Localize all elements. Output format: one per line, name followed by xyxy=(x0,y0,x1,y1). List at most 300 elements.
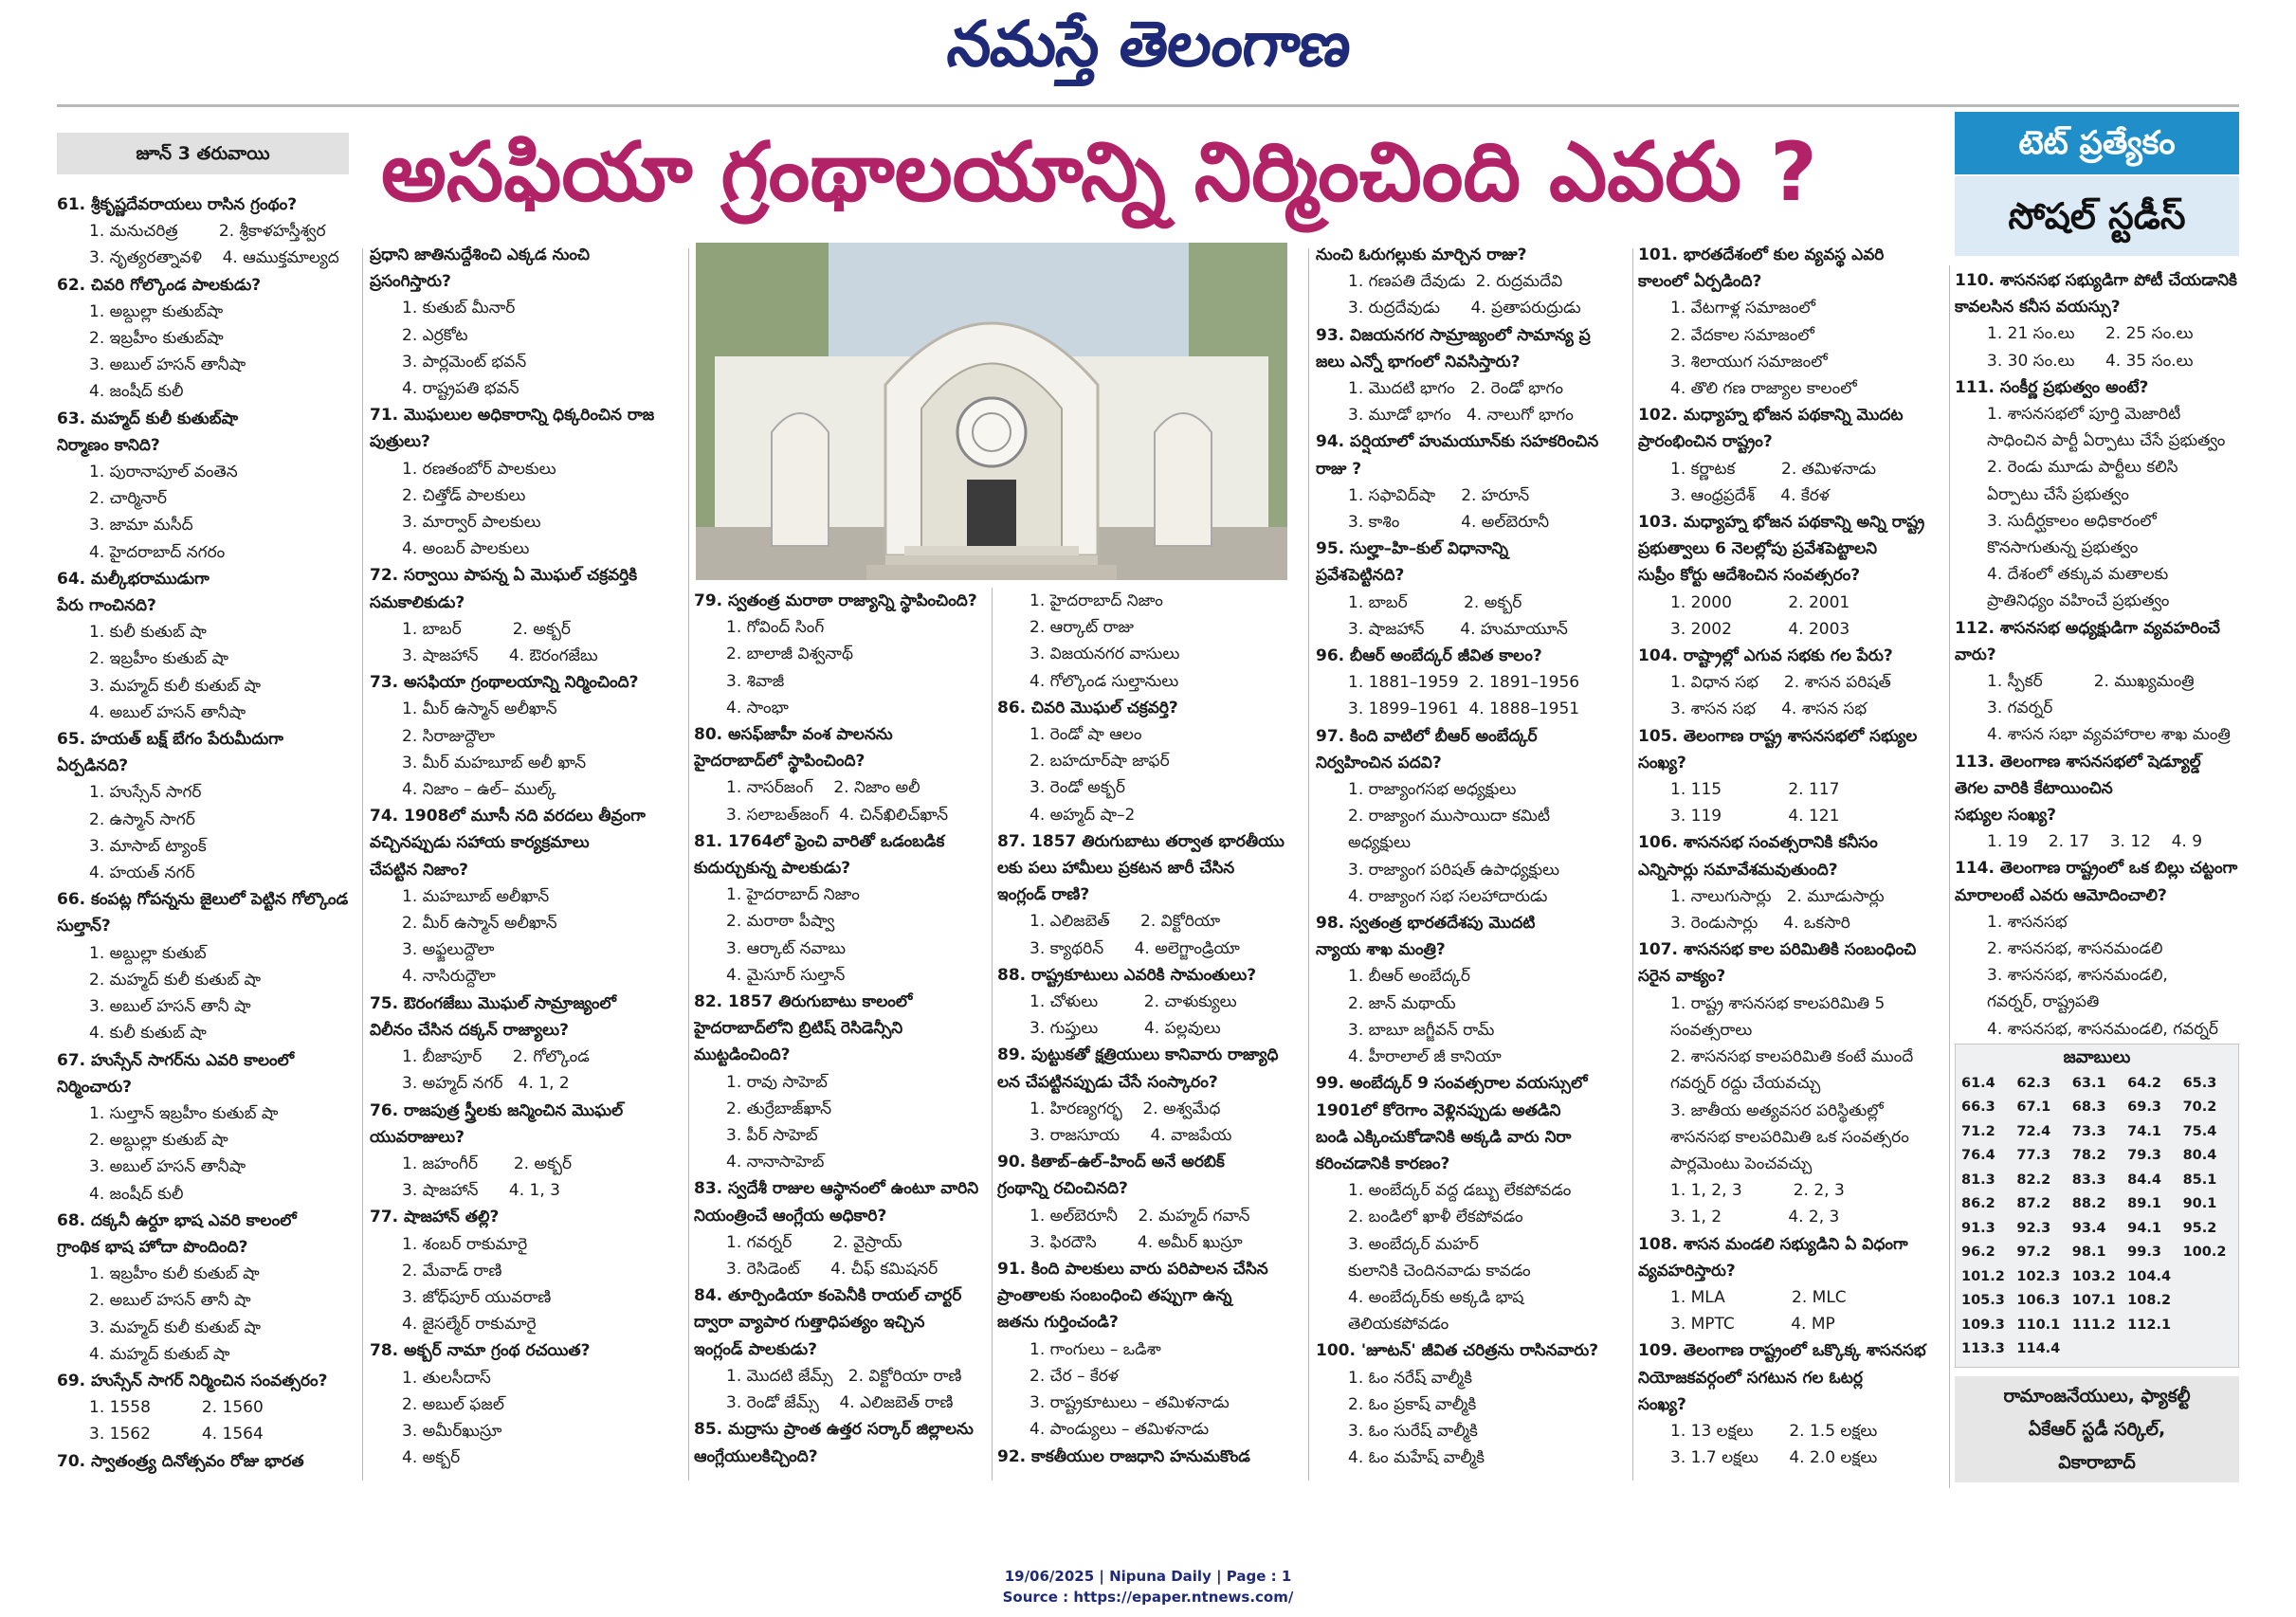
question-column-6 xyxy=(1638,242,1947,1493)
newspaper-logo: నమస్తే తెలంగాణ xyxy=(943,8,1355,81)
option-text: 1. 1881–1959 2. 1891–1956 xyxy=(1348,673,1580,693)
question-column-2 xyxy=(370,242,686,1493)
option-text: 4. హీరాలాల్ జీ కానియా xyxy=(1348,1047,1502,1067)
option-text: 3. రాజ్యాంగ పరిషత్ ఉపాధ్యక్షులు xyxy=(1348,860,1560,880)
option-text: 2. ఆర్కాట్ రాజు xyxy=(1030,618,1134,638)
option-text: 1. గవర్నర్ 2. వైస్రాయ్ xyxy=(726,1232,902,1252)
option-text: 1. రాష్ట్ర శాసనసభ కాలపరిమితి 5 xyxy=(1670,993,1886,1013)
option-text: 3. సుదీర్ఘకాలం అధికారంలో xyxy=(1987,511,2157,531)
option-text: 1. మొదటి జేమ్స్ 2. విక్టోరియా రాణి xyxy=(726,1366,962,1386)
option-text: 1. శాసనసభలో పూర్తి మెజారిటీ xyxy=(1987,405,2181,425)
option-text: 3. మహ్మద్ కులీ కుతుబ్ షా xyxy=(89,1317,262,1337)
question-text: 112. శాసనసభ అధ్యక్షుడిగా వ్యవహరించే xyxy=(1955,618,2220,638)
option-text: 3. శాసనసభ, శాసనమండలి, xyxy=(1987,966,2168,986)
option-text: 4. ఓం మహేష్ వాల్మీకి xyxy=(1348,1448,1485,1468)
question-text: ప్రవేశపెట్టినది? xyxy=(1316,566,1405,586)
question-text: ఇంగ్లండ్ రాణి? xyxy=(997,885,1090,905)
option-text: 1. హైదరాబాద్ నిజాం xyxy=(1030,591,1163,610)
option-text: 2. మీర్ ఉస్మాన్ అలీఖాన్ xyxy=(402,914,557,934)
option-text: 3. 119 4. 121 xyxy=(1670,807,1840,827)
option-text: 1. బాబర్ 2. అక్బర్ xyxy=(1348,592,1522,612)
answer-cell: 67.1 xyxy=(2016,1099,2051,1116)
option-text: 2. ఉస్మాన్ సాగర్ xyxy=(89,809,195,829)
question-text: నిర్మించారు? xyxy=(57,1077,132,1097)
answer-cell: 103.2 xyxy=(2071,1268,2116,1284)
answer-cell: 83.3 xyxy=(2071,1172,2106,1188)
option-text: 3. నృత్యరత్నావళి 4. ఆముక్తమాల్యద xyxy=(89,248,339,268)
question-text: 101. భారతదేశంలో కుల వ్యవస్థ ఎవరి xyxy=(1638,245,1885,264)
question-text: 102. మధ్యాహ్న భోజన పథకాన్ని మొదట xyxy=(1638,406,1904,426)
option-text: సంవత్సరాలు xyxy=(1670,1020,1753,1040)
option-text: 3. రెండో జేమ్స్ 4. ఎలిజబెత్ రాణి xyxy=(726,1393,954,1413)
answer-cell: 114.4 xyxy=(2016,1341,2061,1357)
question-text: నిర్వహించిన పదవి? xyxy=(1316,753,1442,772)
option-text: అధ్యక్షులు xyxy=(1348,833,1411,853)
answer-cell: 108.2 xyxy=(2127,1293,2172,1309)
option-text: గవర్నర్, రాష్ట్రపతి xyxy=(1987,992,2100,1012)
option-text: 2. బహదూర్‌షా జాఫర్ xyxy=(1030,752,1170,772)
answer-cell xyxy=(2181,1289,2236,1314)
option-text: 1. మీర్ ఉస్మాన్ అలీఖాన్ xyxy=(402,699,557,719)
question-text: 95. సుల్హా–హి–కుల్ విధానాన్ని xyxy=(1316,539,1509,559)
option-text: 4. రాజ్యాంగ సభ సలహాదారుడు xyxy=(1348,886,1548,906)
question-text: యువరాజులు? xyxy=(370,1127,465,1147)
option-text: 1. ఇబ్రహీం కులీ కుతుబ్ షా xyxy=(89,1264,260,1284)
question-text: 62. చివరి గోల్కొండ పాలకుడు? xyxy=(57,275,262,295)
question-text: కుదుర్చుకున్న పాలకుడు? xyxy=(694,859,851,879)
option-text: 1. కుతుబ్ మీనార్ xyxy=(402,299,516,318)
option-text: 1. ఎలిజబెత్ 2. విక్టోరియా xyxy=(1030,912,1221,932)
question-text: 70. స్వాతంత్ర్య దినోత్సవం రోజు భారత xyxy=(57,1451,304,1471)
question-text: చేపట్టిన నిజాం? xyxy=(370,860,468,880)
question-text: న్యాయ శాఖ మంత్రి? xyxy=(1316,940,1446,960)
question-text: 82. 1857 తిరుగుబాటు కాలంలో xyxy=(694,992,913,1012)
question-text: తెగల వారికి కేటాయించిన xyxy=(1955,778,2113,798)
continuation-tag: జూన్ 3 తరువాయి xyxy=(57,133,349,174)
option-text: పార్లమెంటు పెంచవచ్చు xyxy=(1670,1154,1813,1173)
option-text: 3. ఫిరదౌసి 4. అమీర్ ఖుస్రూ xyxy=(1030,1232,1243,1252)
answer-cell: 69.3 xyxy=(2127,1099,2161,1116)
question-text: 104. రాష్ట్రాల్లో ఎగువ సభకు గల పేరు? xyxy=(1638,646,1893,666)
question-text: నుంచి ఓరుగల్లుకు మార్చిన రాజు? xyxy=(1316,245,1527,264)
option-text: 4. జైసల్మేర్ రాకుమారై xyxy=(402,1315,537,1335)
option-text: 1. సుల్తాన్ ఇబ్రహీం కుతుబ్ షా xyxy=(89,1103,279,1123)
option-text: 1. కర్ణాటక 2. తమిళనాడు xyxy=(1670,459,1876,479)
answer-row xyxy=(1959,1264,2236,1289)
option-text: 1. స్పీకర్ 2. ముఖ్యమంత్రి xyxy=(1987,672,2195,692)
question-text: 114. తెలంగాణ రాష్ట్రంలో ఒక బిల్లు చట్టంగా xyxy=(1955,859,2238,879)
footer-date-page: 19/06/2025 | Nipuna Daily | Page : 1 xyxy=(1004,1568,1292,1585)
question-text: ప్రసంగిస్తారు? xyxy=(370,272,451,292)
question-text: 97. కింది వాటిలో బీఆర్ అంబేద్కర్ xyxy=(1316,726,1538,746)
option-text: 3. ఆర్కాట్ నవాబు xyxy=(726,938,846,958)
option-text: 3. గవర్నర్ xyxy=(1987,699,2053,718)
option-text: 1. రణతంబోర్ పాలకులు xyxy=(402,459,556,479)
answer-cell: 100.2 xyxy=(2182,1245,2227,1261)
column-divider xyxy=(1308,248,1309,1481)
answer-cell: 73.3 xyxy=(2071,1123,2106,1139)
answer-cell xyxy=(2181,1337,2236,1362)
question-column-1 xyxy=(57,191,358,1494)
question-text: సుప్రీం కోర్టు ఆదేశించిన సంవత్సరం? xyxy=(1638,566,1861,586)
question-text: సమకాలికుడు? xyxy=(370,592,465,612)
option-text: 1. 19 2. 17 3. 12 4. 9 xyxy=(1987,832,2203,852)
answer-cell: 104.4 xyxy=(2127,1268,2172,1284)
question-text: 64. మల్కీభరాముడుగా xyxy=(57,569,210,589)
question-text: 96. బీఆర్ అంబేద్కర్ జీవిత కాలం? xyxy=(1316,646,1542,666)
question-text: హైదరాబాద్‌లోని బ్రిటిష్ రెసిడెన్సీని xyxy=(694,1019,903,1039)
option-text: 3. అబుల్ హసన్ తానీషా xyxy=(89,1157,246,1177)
answer-cell: 90.1 xyxy=(2182,1196,2217,1212)
option-text: 3. మహ్మద్ కులీ కుతుబ్ షా xyxy=(89,676,262,696)
option-text: 4. అబుల్ హసన్ తానీషా xyxy=(89,702,246,722)
answer-cell: 96.2 xyxy=(1961,1245,1995,1261)
answer-cell: 61.4 xyxy=(1961,1075,1995,1091)
column-divider xyxy=(1949,265,1950,1488)
option-text: 3. ఆంధ్రప్రదేశ్ 4. కేరళ xyxy=(1670,485,1830,505)
option-text: శాసనసభ కాలపరిమితి ఒక సంవత్సరం xyxy=(1670,1127,1909,1147)
option-text: 1. మొదటి భాగం 2. రెండో భాగం xyxy=(1348,379,1564,399)
answer-cell: 66.3 xyxy=(1961,1099,1995,1116)
option-text: 2. రెండు మూడు పార్టీలు కలిసి xyxy=(1987,458,2178,478)
option-text: 1. చోళులు 2. చాళుక్యులు xyxy=(1030,992,1237,1012)
answer-cell: 89.1 xyxy=(2127,1196,2161,1212)
question-text: 75. ఔరంగజేబు మొఘల్ సామ్రాజ్యంలో xyxy=(370,993,616,1013)
option-text: 4. అంబర్ పాలకులు xyxy=(402,539,530,559)
question-text: 105. తెలంగాణ రాష్ట్ర శాసనసభలో సభ్యుల xyxy=(1638,726,1918,746)
question-text: 66. కంపట్ల గోపన్నను జైలులో పెట్టిన గోల్కొండ xyxy=(57,890,349,910)
question-text: 90. కితాబ్–ఉల్–హింద్ అనే అరబిక్ xyxy=(997,1153,1225,1172)
option-text: 2. వేదకాల సమాజంలో xyxy=(1670,325,1814,345)
option-text: 3. 1562 4. 1564 xyxy=(89,1425,264,1444)
option-text: 3. గుప్తులు 4. పల్లవులు xyxy=(1030,1019,1221,1039)
option-text: 3. సలాబత్‌జంగ్ 4. చిన్‌ఖిలిచ్‌ఖాన్ xyxy=(726,805,949,825)
question-text: 87. 1857 తిరుగుబాటు తర్వాత భారతీయు xyxy=(997,831,1285,851)
answer-cell: 82.2 xyxy=(2016,1172,2051,1188)
answer-cell: 95.2 xyxy=(2182,1220,2217,1236)
answer-cell: 98.1 xyxy=(2071,1245,2106,1261)
building-illustration xyxy=(696,243,1287,580)
question-text: 80. అసఫ్‌జాహీ వంశ పాలనను xyxy=(694,725,893,745)
option-text: 3. షాజహాన్ 4. హుమాయూన్ xyxy=(1348,619,1568,639)
option-text: 4. నానాసాహెబ్ xyxy=(726,1153,825,1172)
option-text: 1. 2000 2. 2001 xyxy=(1670,592,1850,612)
answer-cell: 94.1 xyxy=(2127,1220,2161,1236)
option-text: 1. గణపతి దేవుడు 2. రుద్రమదేవి xyxy=(1348,272,1563,292)
option-text: తెలియకపోవడం xyxy=(1348,1315,1449,1335)
option-text: 3. అహ్మద్ నగర్ 4. 1, 2 xyxy=(402,1074,570,1094)
option-text: ఏర్పాటు చేసే ప్రభుత్వం xyxy=(1987,484,2129,504)
question-text: కరించడానికి కారణం? xyxy=(1316,1154,1450,1173)
answer-cell: 91.3 xyxy=(1961,1220,1995,1236)
answer-row xyxy=(1959,1144,2236,1169)
option-text: 1. అల్‌బెరూనీ 2. మహ్మద్ గవాన్ xyxy=(1030,1206,1250,1226)
question-text: ఇంగ్లండ్ పాలకుడు? xyxy=(694,1339,818,1359)
question-text: సంఖ్య? xyxy=(1638,1394,1686,1414)
option-text: 3. మాసాబ్ ట్యాంక్ xyxy=(89,836,207,856)
question-text: 103. మధ్యాహ్న భోజన పథకాన్ని అన్ని రాష్ట్ర xyxy=(1638,513,1925,533)
question-text: 69. హుస్సేన్ సాగర్ నిర్మించిన సంవత్సరం? xyxy=(57,1371,328,1390)
answer-row xyxy=(1959,1192,2236,1217)
option-text: 3. ఓం సురేష్ వాల్మీకి xyxy=(1348,1421,1478,1441)
subject-badge: సోషల్ స్టడీస్ xyxy=(1955,176,2239,256)
option-text: 2. మహ్మద్ కులీ కుతుబ్ షా xyxy=(89,970,262,990)
answer-key-title: జవాబులు xyxy=(2063,1047,2131,1067)
option-text: 3. మూడో భాగం 4. నాలుగో భాగం xyxy=(1348,406,1574,426)
option-text: 3. 2002 4. 2003 xyxy=(1670,619,1850,639)
option-text: 3. జాతీయ అత్యవసర పరిస్థితుల్లో xyxy=(1670,1100,1884,1120)
answer-cell: 97.2 xyxy=(2016,1245,2051,1261)
footer-source: Source : https://epaper.ntnews.com/ xyxy=(1002,1589,1294,1606)
question-text: రాజు ? xyxy=(1316,459,1362,479)
option-text: 2. ఇబ్రహీం కుతుబ్‌షా xyxy=(89,329,224,349)
answer-row xyxy=(1959,1216,2236,1241)
answer-cell: 72.4 xyxy=(2016,1123,2051,1139)
option-text: 1. రావు సాహెబ్ xyxy=(726,1072,828,1092)
option-text: 4. గోల్కొండ సుల్తానులు xyxy=(1030,671,1179,691)
answer-row xyxy=(1959,1168,2236,1192)
question-text: ఆంగ్లేయులకిచ్చింది? xyxy=(694,1446,818,1466)
option-text: 1. శాసనసభ xyxy=(1987,912,2068,932)
option-text: 3. కాశిం 4. అల్‌బెరూనీ xyxy=(1348,513,1550,533)
option-text: 4. హయత్ నగర్ xyxy=(89,863,195,883)
option-text: కొనసాగుతున్న ప్రభుత్వం xyxy=(1987,538,2139,558)
option-text: 3. 1, 2 4. 2, 3 xyxy=(1670,1208,1840,1227)
option-text: 1. బీఆర్ అంబేద్కర్ xyxy=(1348,967,1470,987)
question-text: ప్రధాని జాతినుద్దేశించి ఎక్కడ నుంచి xyxy=(370,245,591,264)
option-text: 1. బీజాపూర్ 2. గోల్కొండ xyxy=(402,1047,590,1067)
question-column-3 xyxy=(694,588,990,1494)
question-text: 110. శాసనసభ సభ్యుడిగా పోటీ చేయడానికి xyxy=(1955,271,2237,290)
question-text: మారాలంటే ఎవరు ఆమోదించాలి? xyxy=(1955,885,2167,905)
question-text: 61. శ్రీకృష్ణదేవరాయలు రాసిన గ్రంథం? xyxy=(57,195,298,214)
answer-cell: 76.4 xyxy=(1961,1148,1995,1164)
question-text: ఏర్పడినది? xyxy=(57,756,129,776)
answer-cell: 80.4 xyxy=(2182,1148,2217,1164)
question-text: 106. శాసనసభ సంవత్సరానికి కనీసం xyxy=(1638,833,1878,853)
answer-cell: 62.3 xyxy=(2016,1075,2051,1091)
option-text: 4. హైదరాబాద్ నగరం xyxy=(89,542,226,562)
option-text: 4. సాంభా xyxy=(726,698,789,718)
option-text: 1. 1558 2. 1560 xyxy=(89,1398,264,1418)
option-text: 3. 1899–1961 4. 1888–1951 xyxy=(1348,699,1580,719)
option-text: 3. 30 సం.లు 4. 35 సం.లు xyxy=(1987,351,2194,371)
answer-cell: 81.3 xyxy=(1961,1172,1995,1188)
option-text: 2. శాసనసభ కాలపరిమితి కంటే ముందే xyxy=(1670,1047,1914,1067)
question-text: 86. చివరి మొఘల్ చక్రవర్తి? xyxy=(997,698,1178,718)
option-text: 2. శాసనసభ, శాసనమండలి xyxy=(1987,939,2163,959)
column-divider xyxy=(688,248,689,1481)
answer-cell: 107.1 xyxy=(2071,1293,2116,1309)
option-text: 2. జాన్ మథాయ్ xyxy=(1348,993,1456,1013)
answer-cell: 93.4 xyxy=(2071,1220,2106,1236)
option-text: 2. రాజ్యాంగ ముసాయిదా కమిటీ xyxy=(1348,807,1551,827)
option-text: 2. అబ్దుల్లా కుతుబ్ షా xyxy=(89,1131,228,1151)
answer-cell: 78.2 xyxy=(2071,1148,2106,1164)
option-text: 1. వేటగాళ్ల సమాజంలో xyxy=(1670,299,1815,318)
answer-cell: 74.1 xyxy=(2127,1123,2161,1139)
answer-row xyxy=(1959,1289,2236,1314)
question-text: 94. పర్షియాలో హుమయూన్‌కు సహకరించిన xyxy=(1316,432,1599,452)
answer-key-table xyxy=(1959,1071,2236,1361)
option-text: 4. అహ్మద్ షా–2 xyxy=(1030,805,1136,825)
answer-cell: 99.3 xyxy=(2127,1245,2161,1261)
answer-cell: 71.2 xyxy=(1961,1123,1995,1139)
option-text: 1. నాలుగుసార్లు 2. మూడుసార్లు xyxy=(1670,886,1885,906)
question-column-5 xyxy=(1316,242,1632,1493)
option-text: 4. నాసిరుద్దౌలా xyxy=(402,967,496,987)
answer-cell: 70.2 xyxy=(2182,1099,2217,1116)
question-text: 78. అక్బర్ నామా గ్రంథ రచయిత? xyxy=(370,1341,591,1361)
question-text: జలు ఎన్నో భాగంలో నివసిస్తారు? xyxy=(1316,352,1521,372)
option-text: 4. శాసన సభా వ్యవహారాల శాఖ మంత్రి xyxy=(1987,725,2231,745)
author-name: రామాంజనేయులు, ఫ్యాకల్టీ xyxy=(2003,1386,2191,1407)
question-text: విలీనం చేసిన దక్కన్ రాజ్యాలు? xyxy=(370,1020,569,1040)
option-text: 4. శాసనసభ, శాసనమండలి, గవర్నర్ xyxy=(1987,1019,2218,1039)
question-text: 81. 1764లో ఫ్రెంచి వారితో ఒడంబడిక xyxy=(694,831,945,851)
answer-cell: 105.3 xyxy=(1961,1293,2005,1309)
option-text: 1. మనుచరిత్ర 2. శ్రీకాళహస్తీశ్వర xyxy=(89,222,326,242)
question-text: 99. అంబేద్కర్ 9 సంవత్సరాల వయస్సులో xyxy=(1316,1074,1588,1094)
option-text: 1. హుస్సేన్ సాగర్ xyxy=(89,783,202,803)
answer-row xyxy=(1959,1337,2236,1362)
question-text: 84. తూర్పిండియా కంపెనీకి రాయల్ చార్టర్ xyxy=(694,1286,962,1306)
question-column-4 xyxy=(997,588,1299,1494)
question-text: పేరు గాంచినది? xyxy=(57,596,156,616)
option-text: 3. రాజసూయ 4. వాజపేయ xyxy=(1030,1126,1232,1146)
option-text: 1. విధాన సభ 2. శాసన పరిషత్ xyxy=(1670,673,1891,693)
option-text: 3. రెండుసార్లు 4. ఒకసారి xyxy=(1670,914,1850,934)
answer-cell: 79.3 xyxy=(2127,1148,2161,1164)
question-text: హైదరాబాద్‌లో స్థాపించింది? xyxy=(694,752,866,772)
answer-cell: 113.3 xyxy=(1961,1341,2005,1357)
question-text: 72. సర్వాయి పాపన్న ఏ మొఘల్ చక్రవర్తికి xyxy=(370,566,638,586)
option-text: 1. అబ్దుల్లా కుతుబ్‌షా xyxy=(89,301,224,321)
answer-cell: 106.3 xyxy=(2016,1293,2061,1309)
question-text: 85. మద్రాసు ప్రాంత ఉత్తర సర్కార్ జిల్లాలను xyxy=(694,1420,974,1440)
option-text: 1. MLA 2. MLC xyxy=(1670,1287,1847,1307)
option-text: 2. ఓం ప్రకాష్ వాల్మీకి xyxy=(1348,1394,1477,1414)
option-text: 3. రాష్ట్రకూటులు – తమిళనాడు xyxy=(1030,1393,1230,1413)
option-text: 4. మైసూర్ సుల్తాన్ xyxy=(726,965,846,985)
question-text: ప్రాంతాలకు సంబంధించి తప్పుగా ఉన్న xyxy=(997,1286,1232,1306)
question-text: 98. స్వతంత్ర భారతదేశపు మొదటి xyxy=(1316,914,1536,934)
question-text: ఎన్నిసార్లు సమావేశమవుతుంది? xyxy=(1638,860,1838,880)
question-text: లకు పలు హామీలు ప్రకటన జారీ చేసిన xyxy=(997,859,1235,879)
answer-cell: 111.2 xyxy=(2071,1317,2116,1333)
answer-row xyxy=(1959,1313,2236,1337)
option-text: 4. కులీ కుతుబ్ షా xyxy=(89,1024,207,1044)
answer-cell: 65.3 xyxy=(2182,1075,2217,1091)
question-text: 109. తెలంగాణ రాష్ట్రంలో ఒక్కొక్క శాసనసభ xyxy=(1638,1341,1926,1361)
answer-row xyxy=(1959,1119,2236,1144)
option-text: 2. మరాఠా పీష్వా xyxy=(726,912,835,932)
option-text: 1. సఫావిద్‌షా 2. హరూన్ xyxy=(1348,485,1530,505)
option-text: 1. అంబేద్కర్ వద్ద డబ్బు లేకపోవడం xyxy=(1348,1181,1572,1201)
option-text: 1. రాజ్యాంగసభ అధ్యక్షులు xyxy=(1348,780,1517,800)
option-text: 3. శిలాయుగ సమాజంలో xyxy=(1670,352,1828,372)
answer-cell: 92.3 xyxy=(2016,1220,2051,1236)
answer-cell: 63.1 xyxy=(2071,1075,2106,1091)
option-text: 3. శివాజీ xyxy=(726,671,785,691)
question-column-7 xyxy=(1955,267,2239,1041)
option-text: 2. తుర్రేబాజ్‌ఖాన్ xyxy=(726,1099,832,1118)
question-text: 76. రాజపుత్ర స్త్రీలకు జన్మించిన మొఘల్ xyxy=(370,1100,624,1120)
question-text: 107. శాసనసభ కాల పరిమితికి సంబంధించి xyxy=(1638,940,1917,960)
question-text: పుత్రులు? xyxy=(370,432,430,452)
answer-cell: 75.4 xyxy=(2182,1123,2217,1139)
question-text: 93. విజయనగర సామ్రాజ్యంలో సామాన్య ప్ర xyxy=(1316,325,1591,345)
question-text: ద్వారా వ్యాపార గుత్తాధిపత్యం ఇచ్చిన xyxy=(694,1313,925,1333)
answer-cell: 84.4 xyxy=(2127,1172,2161,1188)
question-text: 71. మొఘలుల అధికారాన్ని ధిక్కరించిన రాజ xyxy=(370,406,655,426)
option-text: 2. బాలాజీ విశ్వనాథ్ xyxy=(726,645,853,664)
option-text: 1. హిరణ్యగర్భ 2. అశ్వమేధ xyxy=(1030,1099,1221,1118)
option-text: 1. బాబర్ 2. అక్బర్ xyxy=(402,619,571,639)
option-text: 1. గాంగులు – ఒడిశా xyxy=(1030,1339,1161,1359)
option-text: గవర్నర్ రద్దు చేయవచ్చు xyxy=(1670,1074,1821,1094)
question-text: బండి ఎక్కించుకోడానికి అక్కడి వారు నిరా xyxy=(1316,1127,1572,1147)
answer-cell: 88.2 xyxy=(2071,1196,2106,1212)
question-text: సభ్యుల సంఖ్య? xyxy=(1955,806,2056,826)
answer-key xyxy=(1955,1044,2239,1368)
option-text: 4. నిజాం – ఉల్– ముల్క్ xyxy=(402,780,556,800)
option-text: 2. చేర – కేరళ xyxy=(1030,1366,1119,1386)
option-text: 3. అంబేద్కర్ మహర్ xyxy=(1348,1234,1479,1254)
masthead-divider xyxy=(57,104,2239,107)
column-divider xyxy=(1632,248,1633,1481)
option-text: 3. జామా మసీద్ xyxy=(89,516,193,536)
question-text: వచ్చినప్పుడు సహాయ కార్యక్రమాలు xyxy=(370,833,590,853)
answer-row xyxy=(1959,1071,2236,1096)
question-text: 74. 1908లో మూసీ నది వరదలు తీవ్రంగా xyxy=(370,807,646,827)
question-text: 83. స్వదేశీ రాజుల ఆస్థానంలో ఉంటూ వారిని xyxy=(694,1179,979,1199)
option-text: 3. శాసన సభ 4. శాసన సభ xyxy=(1670,699,1868,719)
answer-cell xyxy=(2125,1337,2180,1362)
question-text: 111. సంకీర్ణ ప్రభుత్వం అంటే? xyxy=(1955,377,2149,397)
option-text: 2. మేవాడ్ రాణి xyxy=(402,1261,502,1281)
question-text: వ్యవహరిస్తారు? xyxy=(1638,1261,1736,1281)
option-text: 4. దేశంలో తక్కువ మతాలకు xyxy=(1987,565,2169,585)
question-text: గ్రంథాన్ని రచించినది? xyxy=(997,1179,1128,1199)
option-text: 3. పార్లమెంట్ భవన్ xyxy=(402,352,527,372)
answer-cell: 87.2 xyxy=(2016,1196,2051,1212)
option-text: 3. జోధ్‌పూర్ యువరాణి xyxy=(402,1287,552,1307)
option-text: 2. అబుల్ హసన్ తానీ షా xyxy=(89,1291,251,1311)
answer-cell: 77.3 xyxy=(2016,1148,2051,1164)
answer-cell: 86.2 xyxy=(1961,1196,1995,1212)
option-text: 3. బాబూ జగ్జీవన్ రామ్ xyxy=(1348,1020,1495,1040)
question-text: 73. అసఫియా గ్రంథాలయాన్ని నిర్మించింది? xyxy=(370,673,639,693)
question-text: 65. హయత్ బక్ష్ బేగం పేరుమీదుగా xyxy=(57,730,283,750)
masthead xyxy=(0,8,2296,93)
special-edition-badge: టెట్ ప్రత్యేకం xyxy=(1955,112,2239,174)
option-text: 4. మహ్మద్ కుతుబ్ షా xyxy=(89,1344,230,1364)
question-text: నియోజకవర్గంలో సగటున గల ఓటర్ల xyxy=(1638,1368,1863,1388)
question-text: 77. షాజహాన్ తల్లి? xyxy=(370,1208,500,1227)
option-text: 4. పాండ్యులు – తమిళనాడు xyxy=(1030,1420,1210,1440)
option-text: 3. విజయనగర వాసులు xyxy=(1030,645,1180,664)
option-text: 1. 13 లక్షలు 2. 1.5 లక్షలు xyxy=(1670,1421,1878,1441)
option-text: 2. ఎర్రకోట xyxy=(402,325,468,345)
question-text: 79. స్వతంత్ర మరాఠా రాజ్యాన్ని స్థాపించింది? xyxy=(694,591,977,610)
question-text: 113. తెలంగాణ శాసనసభలో షెడ్యూల్డ్ xyxy=(1955,752,2201,772)
question-text: వారు? xyxy=(1955,645,1996,664)
option-text: 2. సిరాజుద్దౌలా xyxy=(402,726,496,746)
question-text: 91. కింది పాలకులు వారు పరిపాలన చేసిన xyxy=(997,1260,1268,1280)
option-text: 2. చార్మినార్ xyxy=(89,489,167,509)
option-text: 3. రుద్రదేవుడు 4. ప్రతాపరుద్రుడు xyxy=(1348,299,1581,318)
